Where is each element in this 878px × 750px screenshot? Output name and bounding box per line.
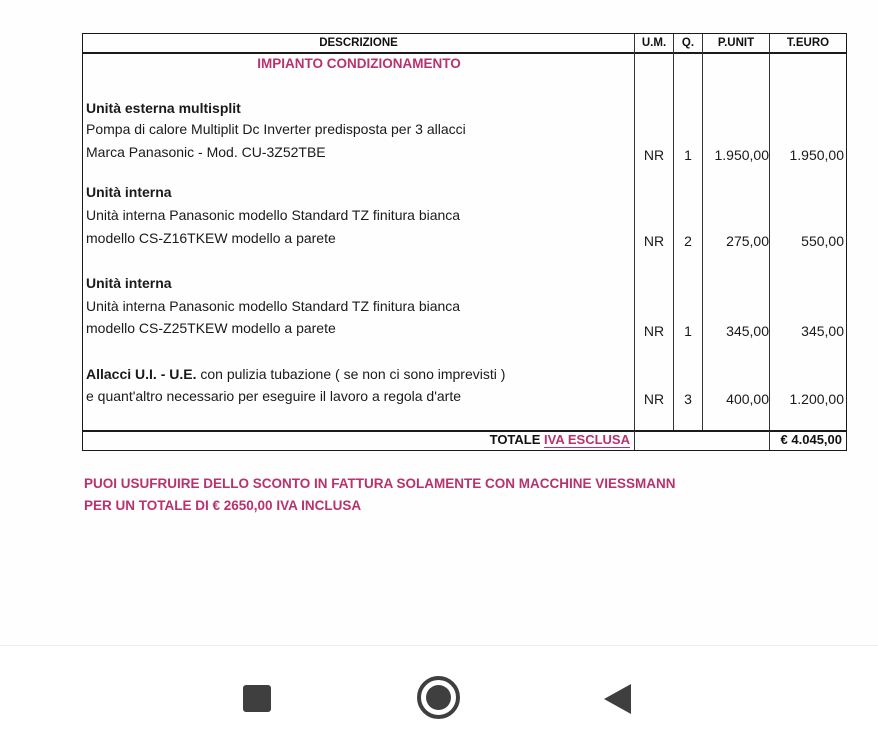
item-quantity: 3 <box>684 391 692 407</box>
header-unit-price: P.UNIT <box>717 37 755 49</box>
item-description-line: modello CS-Z25TKEW modello a parete <box>86 320 336 336</box>
android-navigation-bar <box>0 645 878 750</box>
promo-line: PER UN TOTALE DI € 2650,00 IVA INCLUSA <box>84 498 362 513</box>
item-unit-measure: NR <box>643 147 665 163</box>
item-quantity: 2 <box>684 233 692 249</box>
item-description-line: modello CS-Z16TKEW modello a parete <box>86 230 336 246</box>
item-unit-measure: NR <box>643 323 665 339</box>
item-description-line: Marca Panasonic - Mod. CU-3Z52TBE <box>86 144 326 160</box>
item-title: Unità interna <box>86 184 172 200</box>
item-quantity: 1 <box>684 323 692 339</box>
item-unit-price: 400,00 <box>726 391 769 407</box>
item-title: Allacci U.I. - U.E. con pulizia tubazione ( se non ci sono imprevisti ) <box>86 366 506 382</box>
total-row <box>83 431 846 450</box>
item-title: Unità interna <box>86 275 172 291</box>
quote-table <box>82 33 847 451</box>
item-unit-price: 1.950,00 <box>714 147 769 163</box>
triangle-back-icon[interactable] <box>604 684 631 714</box>
item-description-line: e quant'altro necessario per eseguire il lavoro a regola d'arte <box>86 388 462 404</box>
item-unit-price: 345,00 <box>726 323 769 339</box>
total-value: € 4.045,00 <box>780 432 842 447</box>
item-total: 550,00 <box>801 233 844 249</box>
item-unit-measure: NR <box>643 233 665 249</box>
item-quantity: 1 <box>684 147 692 163</box>
header-unit-measure: U.M. <box>641 37 667 49</box>
item-description-line: Unità interna Panasonic modello Standard TZ finitura bianca <box>86 298 461 314</box>
section-title: IMPIANTO CONDIZIONAMENTO <box>257 56 461 71</box>
header-total-euro: T.EURO <box>786 37 830 49</box>
item-total: 1.950,00 <box>789 147 844 163</box>
item-unit-price: 275,00 <box>726 233 769 249</box>
header-description: DESCRIZIONE <box>319 37 398 49</box>
item-description-line: Pompa di calore Multiplit Dc Inverter predisposta per 3 allacci <box>86 121 466 137</box>
item-description-line: Unità interna Panasonic modello Standard TZ finitura bianca <box>86 207 461 223</box>
square-recents-icon[interactable] <box>243 685 271 712</box>
item-title: Unità esterna multisplit <box>86 100 241 116</box>
total-label: TOTALE IVA ESCLUSA <box>489 432 630 447</box>
item-total: 1.200,00 <box>789 391 844 407</box>
column-divider <box>634 431 635 450</box>
item-unit-measure: NR <box>643 391 665 407</box>
header-quantity: Q. <box>681 37 695 49</box>
promo-line: PUOI USUFRUIRE DELLO SCONTO IN FATTURA SOLAMENTE CON MACCHINE VIESSMANN <box>84 476 676 491</box>
circle-home-icon[interactable] <box>417 676 460 719</box>
column-divider <box>769 431 770 450</box>
item-total: 345,00 <box>801 323 844 339</box>
